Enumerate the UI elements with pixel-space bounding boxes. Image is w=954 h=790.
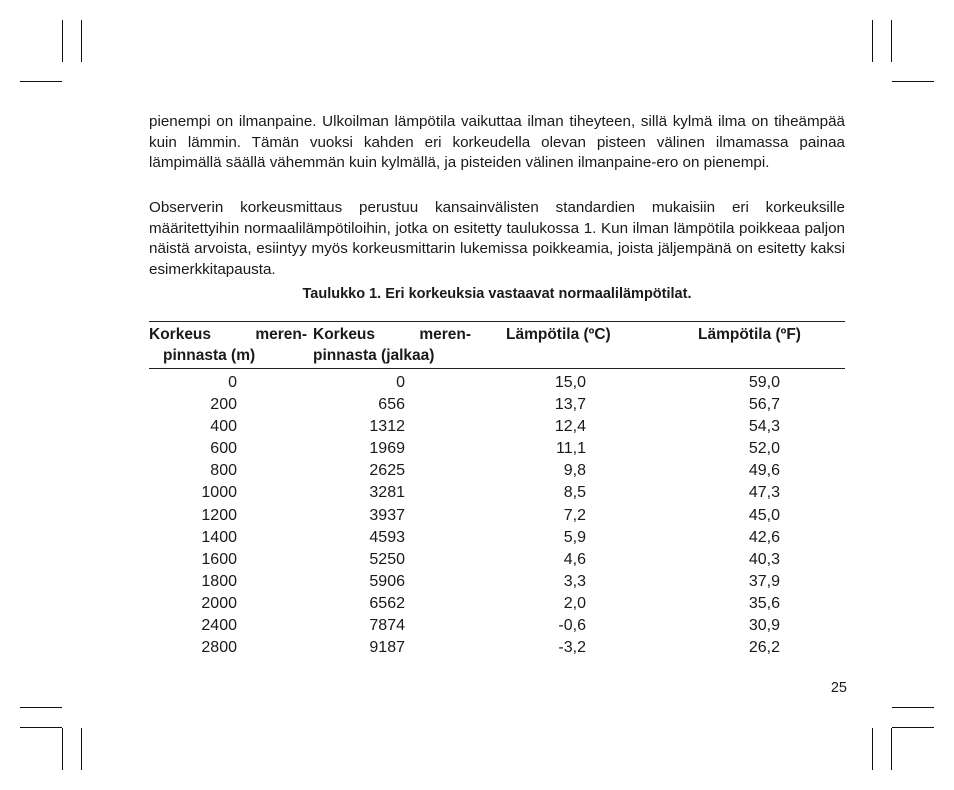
table-cell: 49,6 (748, 462, 780, 480)
table-cell: 59,0 (748, 374, 780, 391)
crop-mark (892, 81, 934, 82)
table-cell: 12,4 (554, 418, 586, 436)
crop-mark (872, 728, 873, 770)
table-row (0, 615, 954, 637)
table-cell: 2000 (201, 594, 237, 612)
table-cell: 30,9 (748, 617, 780, 635)
table-cell: 1969 (369, 440, 405, 458)
header-altitude-m-word1: Korkeus (149, 326, 212, 343)
table-cell: 3281 (369, 484, 405, 502)
table-cell: 5906 (369, 572, 405, 590)
table-row (0, 460, 954, 482)
table-cell: 800 (210, 462, 237, 480)
table-cell: 37,9 (748, 572, 780, 590)
table-cell: 656 (378, 396, 405, 414)
table-cell: 54,3 (748, 418, 780, 436)
header-temp-f: Lämpötila (ºF) (698, 326, 801, 343)
table-cell: 13,7 (554, 396, 586, 414)
header-altitude-ft (313, 324, 471, 366)
table-cell: 52,0 (748, 440, 780, 458)
table-cell: 5250 (369, 550, 405, 568)
crop-mark (81, 728, 82, 770)
table-row (0, 571, 954, 593)
table-cell: 42,6 (748, 528, 780, 546)
table-cell: 0 (228, 374, 237, 391)
body-paragraph-1: pienempi on ilmanpaine. Ulkoilman lämpötila vaikuttaa ilman tiheyteen, sillä kylmä ilma on tiheämpää kuin lämmin. Tämän vuoksi kahden eri korkeudella olevan pisteen välinen ilmamassa painaa lämpimällä säällä vähemmän kuin kylmällä, ja pisteiden välinen ilmanpaine-ero on pienempi. (149, 113, 845, 171)
table-cell: 6562 (369, 594, 405, 612)
table-cell: 56,7 (748, 396, 780, 414)
table-cell: 1800 (201, 572, 237, 590)
table-cell: 200 (210, 396, 237, 414)
table-row (0, 416, 954, 438)
table-cell: 4,6 (563, 550, 586, 568)
crop-mark (892, 727, 934, 728)
crop-mark (891, 20, 892, 62)
table-row (0, 438, 954, 460)
table-row (0, 482, 954, 504)
header-temp-c: Lämpötila (ºC) (506, 326, 611, 343)
table-cell: 1000 (201, 484, 237, 502)
table-cell: 1312 (369, 418, 405, 436)
header-altitude-m (149, 324, 307, 366)
table-cell: 2625 (369, 462, 405, 480)
table-cell: 1600 (201, 550, 237, 568)
table-row (0, 593, 954, 615)
body-paragraph-2: Observerin korkeusmittaus perustuu kansainvälisten standardien mukaisiin eri korkeuksille määritettyihin normaalilämpötiloihin, jotka on esitetty taulukossa 1. Kun ilman lämpötila poikkeaa paljon näistä arvoista, esiintyy myös korkeusmittarin lukemissa poikkeamia, joista jäljempänä on esitetty kaksi esimerkkitapausta. (149, 199, 845, 278)
header-altitude-m-word2: meren- (255, 326, 307, 343)
table-row (0, 394, 954, 416)
crop-mark (892, 707, 934, 708)
crop-mark (62, 728, 63, 770)
table-cell: 600 (210, 440, 237, 458)
table-cell: -0,6 (558, 617, 586, 635)
table-cell: 5,9 (563, 528, 586, 546)
table-cell: 1200 (201, 506, 237, 524)
table-cell: 2,0 (563, 594, 586, 612)
table-cell: 0 (396, 374, 405, 391)
header-altitude-m-line2: pinnasta (m) (163, 347, 256, 364)
header-altitude-ft-word1: Korkeus (313, 326, 376, 343)
header-altitude-ft-line2: pinnasta (jalkaa) (313, 347, 435, 364)
table-cell: 3937 (369, 506, 405, 524)
table-cell: 3,3 (563, 572, 586, 590)
crop-mark (20, 81, 62, 82)
table-row (0, 372, 954, 394)
table-cell: 45,0 (748, 506, 780, 524)
table-cell: 7,2 (563, 506, 586, 524)
table-cell: 15,0 (554, 374, 586, 391)
table-cell: 9187 (369, 639, 405, 657)
table-row (0, 549, 954, 571)
crop-mark (20, 707, 62, 708)
table-cell: 2800 (201, 639, 237, 657)
table-header-rule (149, 368, 845, 369)
crop-mark (62, 20, 63, 62)
table-cell: 47,3 (748, 484, 780, 502)
table-row (0, 527, 954, 549)
table-top-rule (149, 321, 845, 322)
table-cell: 8,5 (563, 484, 586, 502)
table-row (0, 637, 954, 659)
table-body (0, 372, 954, 659)
table-cell: 40,3 (748, 550, 780, 568)
table-cell: 35,6 (748, 594, 780, 612)
header-altitude-ft-word2: meren- (419, 326, 471, 343)
table-cell: 11,1 (556, 440, 586, 458)
crop-mark (872, 20, 873, 62)
table-cell: 26,2 (748, 639, 780, 657)
table-cell: -3,2 (558, 639, 586, 657)
table-cell: 2400 (201, 617, 237, 635)
crop-mark (81, 20, 82, 62)
crop-mark (20, 727, 62, 728)
table-cell: 4593 (369, 528, 405, 546)
table-cell: 400 (210, 418, 237, 436)
table-cell: 7874 (369, 617, 405, 635)
table-row (0, 505, 954, 527)
table-caption: Taulukko 1. Eri korkeuksia vastaavat normaalilämpötilat. (302, 286, 692, 302)
table-cell: 9,8 (563, 462, 586, 480)
crop-mark (891, 728, 892, 770)
table-cell: 1400 (201, 528, 237, 546)
page-number: 25 (830, 680, 847, 696)
